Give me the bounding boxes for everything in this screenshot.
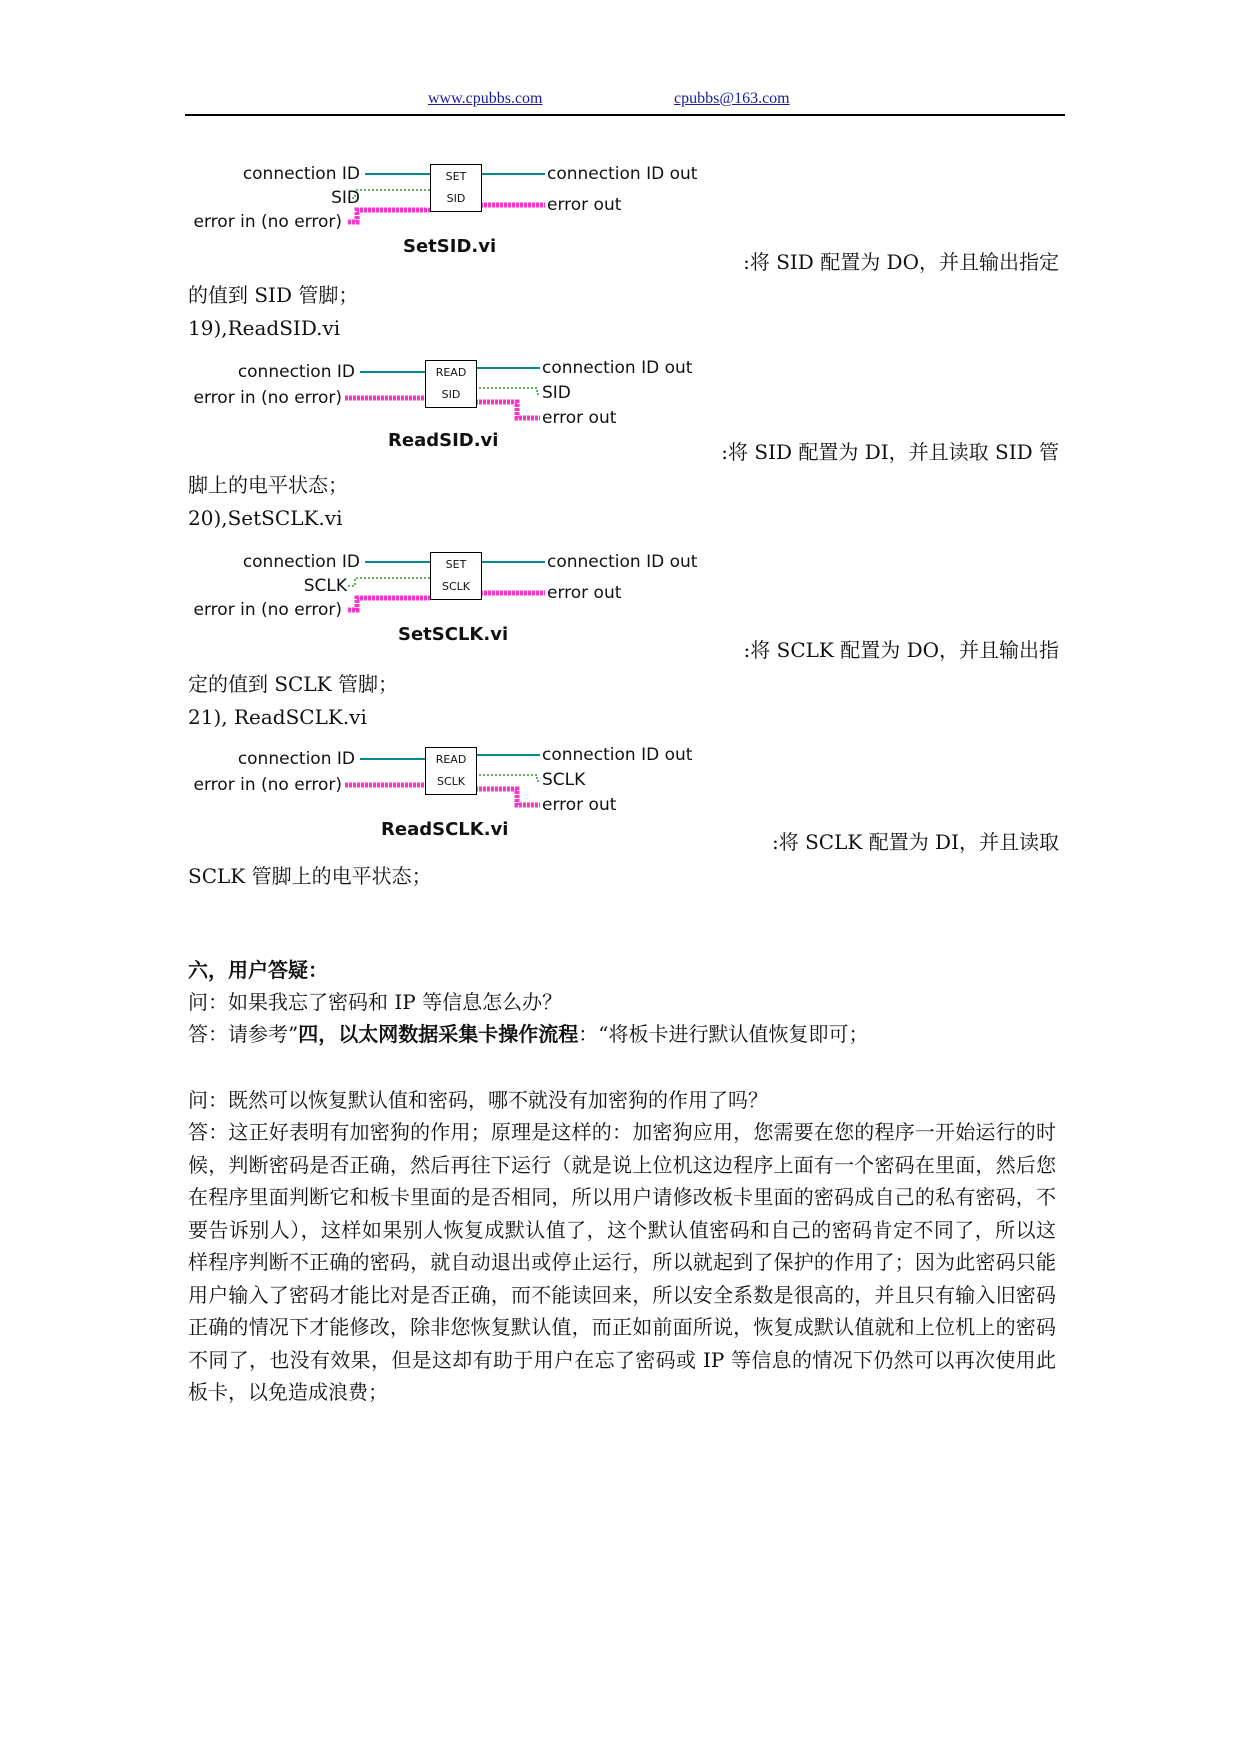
faq-question-2: 问：既然可以恢复默认值和密码，哪不就没有加密狗的作用了吗？	[188, 1088, 768, 1112]
item-heading: 21), ReadSCLK.vi	[188, 705, 367, 729]
vi-name: SetSCLK.vi	[398, 624, 509, 645]
vi-icon-box: SET SCLK	[430, 552, 482, 600]
input-label: error in (no error)	[193, 388, 342, 408]
faq-answer-2: 答：这正好表明有加密狗的作用；原理是这样的：加密狗应用，您需要在您的程序一开始运行的时候，判断密码是否正确，然后再往下运行（就是说上位机这边程序上面有一个密码在里面，然后您在程序里面判断它和板卡里面的是否相同，所以用户请修改板卡里面的密码成自己的私有密码，不要告诉别人），这样如果别人恢复成默认值了，这个默认值密码和自己的密码肯定不同了，所以这样程序判断不正确的密码，就自动退出或停止运行，所以就起到了保护的作用了；因为此密码只能用户输入了密码才能比对是否正确，而不能读回来，所以安全系数是很高的，并且只有输入旧密码正确的情况下才能修改，除非您恢复默认值，而正如前面所说，恢复成默认值就和上位机上的密码不同了，也没有效果，但是这却有助于用户在忘了密码或 IP 等信息的情况下仍然可以再次使用此板卡，以免造成浪费；	[188, 1120, 1056, 1404]
output-label: error out	[547, 583, 622, 603]
vi-description-cont: 的值到 SID 管脚；	[188, 283, 359, 307]
section-title: 六，用户答疑：	[188, 958, 328, 982]
input-label: connection ID	[237, 749, 355, 769]
vi-name: SetSID.vi	[403, 236, 497, 257]
vi-diagram-setsid	[185, 160, 725, 270]
faq-question-1: 问：如果我忘了密码和 IP 等信息怎么办？	[188, 990, 563, 1014]
vi-icon-box: SET SID	[430, 164, 482, 212]
input-label: error in (no error)	[193, 775, 342, 795]
output-label: SCLK	[542, 770, 586, 790]
vi-description-cont: 定的值到 SCLK 管脚；	[188, 672, 398, 696]
input-label: connection ID	[242, 552, 360, 572]
vi-name: ReadSID.vi	[388, 430, 499, 451]
faq-answer-1-prefix: 答：请参考”	[188, 1022, 299, 1046]
vi-description-cont: 脚上的电平状态；	[188, 473, 348, 497]
input-label: error in (no error)	[193, 212, 342, 232]
output-label: SID	[542, 383, 571, 403]
page-header	[185, 88, 1065, 116]
vi-description: :将 SCLK 配置为 DO，并且输出指	[743, 638, 1059, 662]
item-heading: 20),SetSCLK.vi	[188, 506, 343, 530]
output-label: connection ID out	[547, 164, 698, 184]
input-label: SID	[331, 188, 360, 208]
vi-description: :将 SID 配置为 DI，并且读取 SID 管	[721, 440, 1059, 464]
vi-description: :将 SCLK 配置为 DI，并且读取	[772, 830, 1059, 854]
output-label: error out	[547, 195, 622, 215]
email-link[interactable]: cpubbs@163.com	[674, 90, 790, 107]
faq-answer-1-ref: 四，以太网数据采集卡操作流程	[298, 1022, 579, 1046]
vi-description-cont: SCLK 管脚上的电平状态；	[188, 864, 432, 888]
output-label: connection ID out	[547, 552, 698, 572]
output-label: connection ID out	[542, 745, 693, 765]
faq-answer-1-suffix: ：“将板卡进行默认值恢复即可；	[578, 1022, 869, 1046]
vi-icon-box: READ SID	[425, 360, 477, 408]
input-label: connection ID	[242, 164, 360, 184]
vi-diagram-readsclk	[185, 745, 725, 855]
vi-name: ReadSCLK.vi	[381, 819, 509, 840]
item-heading: 19),ReadSID.vi	[188, 316, 341, 340]
vi-diagram-readsid	[185, 358, 725, 468]
input-label: error in (no error)	[193, 600, 342, 620]
website-link[interactable]: www.cpubbs.com	[428, 90, 543, 107]
vi-diagram-setsclk	[185, 548, 725, 658]
output-label: error out	[542, 795, 617, 815]
output-label: error out	[542, 408, 617, 428]
faq-answer-1	[188, 1022, 868, 1046]
vi-description: :将 SID 配置为 DO，并且输出指定	[743, 250, 1059, 274]
vi-icon-box: READ SCLK	[425, 747, 477, 795]
output-label: connection ID out	[542, 358, 693, 378]
input-label: connection ID	[237, 362, 355, 382]
input-label: SCLK	[303, 576, 347, 596]
